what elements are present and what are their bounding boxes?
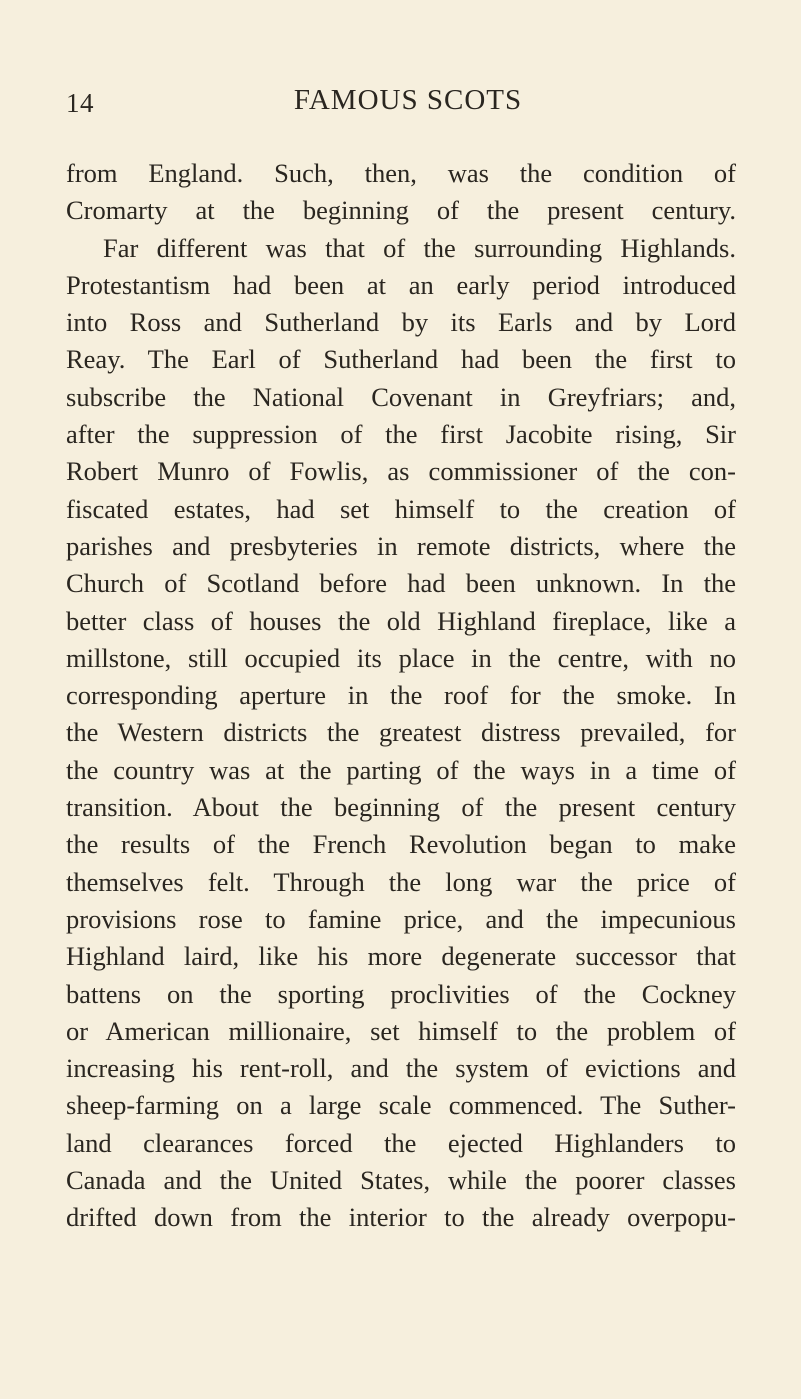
text-line: into Ross and Sutherland by its Earls and by Lord: [66, 307, 736, 338]
text-line: Cromarty at the beginning of the present century.: [66, 195, 736, 226]
text-line: the results of the French Revolution began to make: [66, 829, 736, 860]
text-line: Church of Scotland before had been unknown. In the: [66, 568, 736, 599]
page-header: [66, 84, 736, 124]
text-line: after the suppression of the first Jacobite rising, Sir: [66, 419, 736, 450]
text-line: parishes and presbyteries in remote districts, where the: [66, 530, 736, 561]
text-line: drifted down from the interior to the already overpopu-: [66, 1202, 736, 1233]
text-line: Canada and the United States, while the poorer classes: [66, 1165, 736, 1196]
text-line: Highland laird, like his more degenerate successor that: [66, 941, 736, 972]
text-line: fiscated estates, had set himself to the creation of: [66, 493, 736, 524]
text-line: Far different was that of the surrounding Highlands.: [103, 232, 736, 263]
text-line: increasing his rent-roll, and the system of evictions and: [66, 1053, 736, 1084]
text-line: Reay. The Earl of Sutherland had been the first to: [66, 344, 736, 375]
running-head: FAMOUS SCOTS: [293, 84, 523, 116]
text-line: themselves felt. Through the long war the price of: [66, 866, 736, 897]
text-line: land clearances forced the ejected Highlanders to: [66, 1127, 736, 1158]
text-line: corresponding aperture in the roof for the smoke. In: [66, 680, 736, 711]
page-number: 14: [66, 88, 94, 118]
text-line: better class of houses the old Highland fireplace, like a: [66, 605, 736, 636]
text-line: Protestantism had been at an early period introduced: [66, 269, 736, 300]
text-line: Robert Munro of Fowlis, as commissioner of the con-: [66, 456, 736, 487]
text-line: the country was at the parting of the ways in a time of: [66, 754, 736, 785]
text-line: from England. Such, then, was the condition of: [66, 158, 736, 188]
text-line: sheep-farming on a large scale commenced. The Suther-: [66, 1090, 736, 1121]
text-line: battens on the sporting proclivities of the Cockney: [66, 978, 736, 1009]
text-line: millstone, still occupied its place in the centre, with no: [66, 642, 736, 673]
body-text: [66, 155, 736, 1237]
text-line: provisions rose to famine price, and the impecunious: [66, 903, 736, 934]
text-line: the Western districts the greatest distress prevailed, for: [66, 717, 736, 748]
text-line: transition. About the beginning of the present century: [66, 792, 736, 823]
text-line: or American millionaire, set himself to the problem of: [66, 1015, 736, 1046]
text-line: subscribe the National Covenant in Greyfriars; and,: [66, 381, 736, 412]
